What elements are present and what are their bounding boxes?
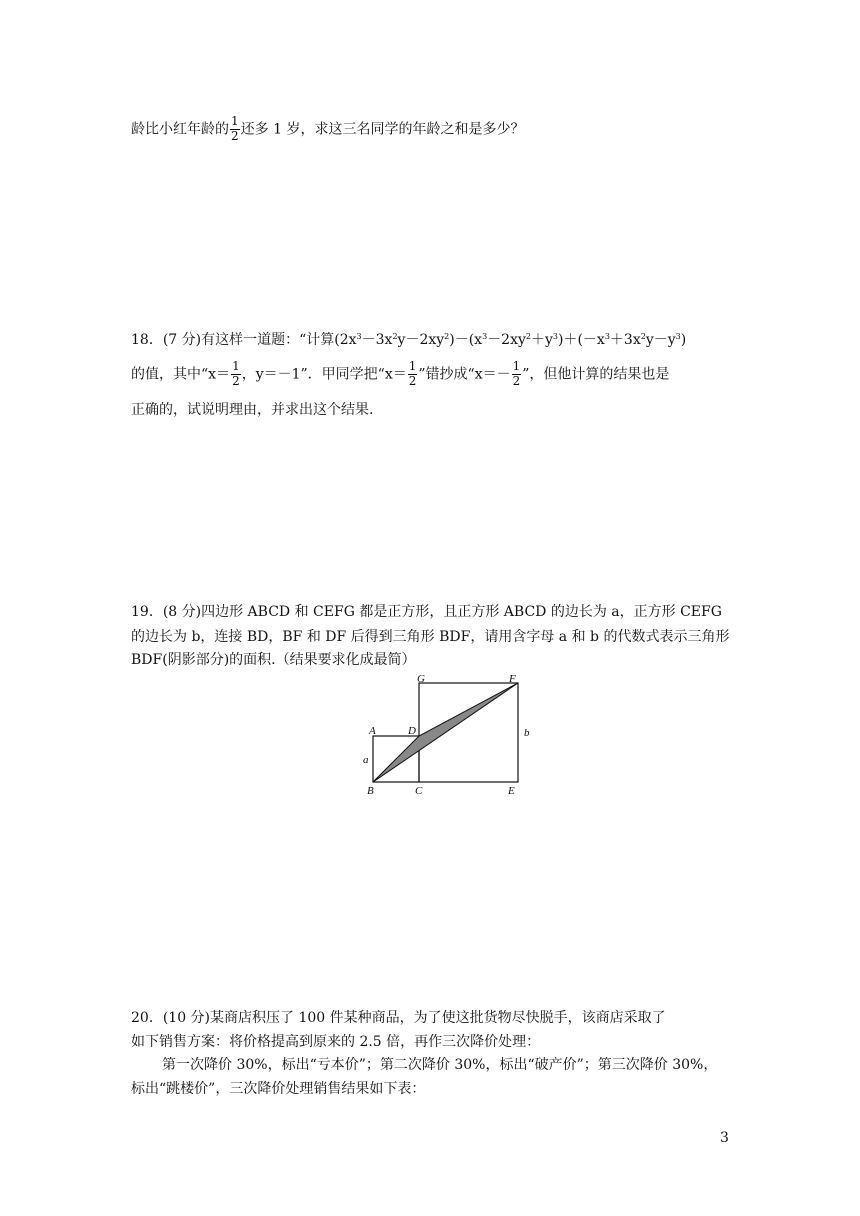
question-number-18: 18． bbox=[131, 332, 163, 348]
q20-text: (10 分)某商店积压了 100 件某种商品，为了使这批货物尽快脱手，该商店采取了 bbox=[162, 1010, 666, 1026]
fraction-denominator: 2 bbox=[232, 373, 240, 388]
label-d-vertex: D bbox=[408, 725, 416, 737]
fraction-half bbox=[408, 360, 418, 389]
fraction-numerator: 1 bbox=[232, 359, 240, 373]
q18-text: ＋3x bbox=[609, 332, 641, 348]
exponent: 3 bbox=[482, 332, 488, 341]
exponent: 3 bbox=[552, 332, 558, 341]
label-f-vertex: F bbox=[509, 673, 516, 685]
fraction-half bbox=[230, 115, 240, 144]
q18-text: (7 分)有这样一道题：“计算(2x bbox=[162, 332, 357, 348]
q19-line-2: 的边长为 b，连接 BD，BF 和 DF 后得到三角形 BDF，请用含字母 a 和 b 的代数式表示三角形 bbox=[131, 629, 730, 645]
exponent: 3 bbox=[604, 332, 610, 341]
q18-line-1 bbox=[131, 333, 686, 347]
q18-text: y－2xy bbox=[397, 332, 445, 348]
question-number-19: 19． bbox=[131, 604, 163, 620]
fraction-half bbox=[512, 360, 522, 389]
label-a-vertex: A bbox=[369, 725, 376, 737]
shaded-triangle-bdf bbox=[373, 683, 518, 782]
exponent: 2 bbox=[392, 332, 398, 341]
exponent: 2 bbox=[525, 332, 531, 341]
q20-line-2: 如下销售方案：将价格提高到原来的 2.5 倍，再作三次降价处理： bbox=[131, 1034, 541, 1050]
q18-line-3: 正确的，试说明理由，并求出这个结果. bbox=[131, 402, 374, 418]
q19-text: (8 分)四边形 ABCD 和 CEFG 都是正方形，且正方形 ABCD 的边长为 a，正方形 CEFG bbox=[162, 604, 722, 620]
fraction-numerator: 1 bbox=[231, 114, 239, 128]
q18-text: ”，但他计算的结果也是 bbox=[522, 366, 670, 383]
exponent: 2 bbox=[640, 332, 646, 341]
q18-text: －2xy bbox=[487, 332, 526, 348]
q18-text: ＋y bbox=[530, 332, 553, 348]
q20-line-4: 标出“跳楼价”，三次降价处理销售结果如下表： bbox=[131, 1081, 426, 1097]
label-g-vertex: G bbox=[417, 673, 425, 685]
q18-line-2 bbox=[131, 360, 669, 389]
fraction-half bbox=[231, 360, 241, 389]
label-b-vertex: B bbox=[367, 785, 374, 797]
fraction-denominator: 2 bbox=[408, 373, 417, 388]
q18-text: )＋(－x bbox=[558, 332, 605, 348]
squares-figure bbox=[355, 672, 545, 798]
q19-line-1 bbox=[131, 605, 722, 619]
q20-line-3: 第一次降价 30%，标出“亏本价”；第二次降价 30%，标出“破产价”；第三次降价 30%， bbox=[162, 1057, 718, 1073]
q18-text: ) bbox=[680, 332, 687, 348]
q17-text-post: 还多 1 岁，求这三名同学的年龄之和是多少？ bbox=[240, 121, 525, 138]
exponent: 3 bbox=[356, 332, 362, 341]
fraction-denominator: 2 bbox=[231, 128, 239, 143]
fraction-denominator: 2 bbox=[512, 373, 521, 388]
fraction-numerator: 1 bbox=[512, 359, 521, 373]
q20-line-1 bbox=[131, 1011, 666, 1025]
q18-text: －3x bbox=[361, 332, 393, 348]
q19-line-3: BDF(阴影部分)的面积.（结果要求化成最简） bbox=[131, 652, 416, 668]
exponent: 3 bbox=[675, 332, 681, 341]
question-number-20: 20． bbox=[131, 1010, 163, 1026]
fraction-numerator: 1 bbox=[408, 359, 417, 373]
label-side-b: b bbox=[524, 727, 530, 739]
q18-text: y－y bbox=[645, 332, 676, 348]
exponent: 2 bbox=[444, 332, 450, 341]
label-side-a: a bbox=[363, 754, 369, 766]
q18-text: )－(x bbox=[449, 332, 483, 348]
label-c-vertex: C bbox=[415, 785, 423, 797]
q17-tail-line bbox=[131, 115, 524, 144]
page-number: 3 bbox=[720, 1130, 729, 1146]
q18-text: 的值，其中“x＝ bbox=[131, 366, 231, 383]
label-e-vertex: E bbox=[508, 785, 515, 797]
q18-text: ”错抄成“x＝－ bbox=[418, 366, 511, 383]
q18-text: ，y＝－1”．甲同学把“x＝ bbox=[241, 366, 407, 383]
q17-text-pre: 龄比小红年龄的 bbox=[131, 121, 229, 138]
